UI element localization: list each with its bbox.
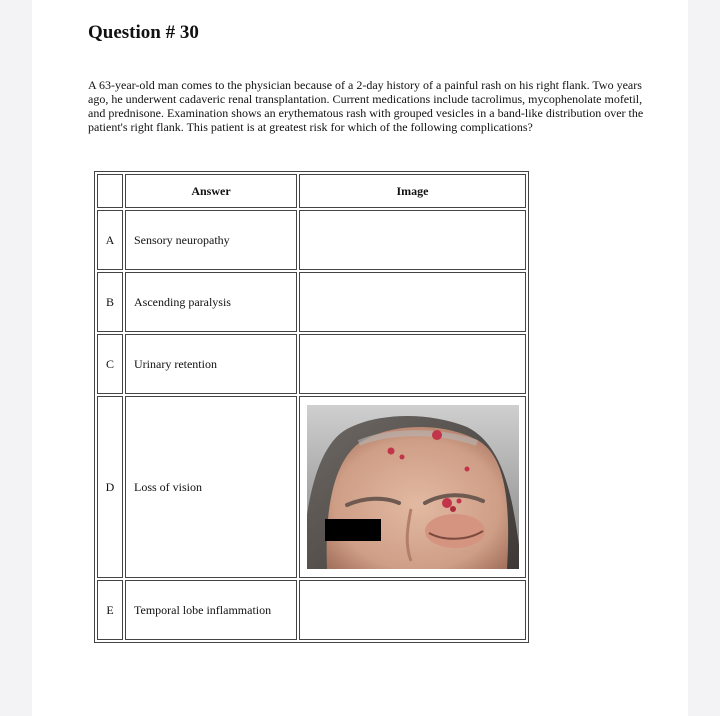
option-text: Urinary retention	[125, 334, 297, 394]
option-text: Sensory neuropathy	[125, 210, 297, 270]
privacy-bar	[325, 519, 381, 541]
answer-table	[94, 171, 529, 643]
table-header-row	[97, 174, 526, 208]
question-title: Question # 30	[88, 22, 199, 43]
answer-row-a[interactable]	[97, 210, 526, 270]
option-text: Loss of vision	[125, 396, 297, 578]
option-letter: E	[97, 580, 123, 640]
header-letter	[97, 174, 123, 208]
option-image-cell	[299, 210, 526, 270]
option-letter: A	[97, 210, 123, 270]
clinical-face-photo	[307, 405, 519, 569]
option-image-cell	[299, 272, 526, 332]
answer-row-d[interactable]	[97, 396, 526, 578]
question-stem: A 63-year-old man comes to the physician because of a 2-day history of a painful rash on his right flank. Two years ago, he underwent cadaveric renal transplantation. Current medications include tacrolimus, mycophenolate mofetil, and prednisone. Examination shows an erythematous rash with grouped vesicles in a band-like distribution over the patient's right flank. This patient is at greatest risk for which of the following complications?	[88, 78, 644, 134]
document-page	[32, 0, 688, 716]
option-image-cell	[299, 334, 526, 394]
answer-row-b[interactable]	[97, 272, 526, 332]
header-answer: Answer	[125, 174, 297, 208]
option-text: Ascending paralysis	[125, 272, 297, 332]
option-letter: B	[97, 272, 123, 332]
option-letter: D	[97, 396, 123, 578]
option-letter: C	[97, 334, 123, 394]
header-image: Image	[299, 174, 526, 208]
option-image-cell	[299, 580, 526, 640]
answer-row-e[interactable]	[97, 580, 526, 640]
option-image-cell	[299, 396, 526, 578]
option-text: Temporal lobe inflammation	[125, 580, 297, 640]
answer-row-c[interactable]	[97, 334, 526, 394]
